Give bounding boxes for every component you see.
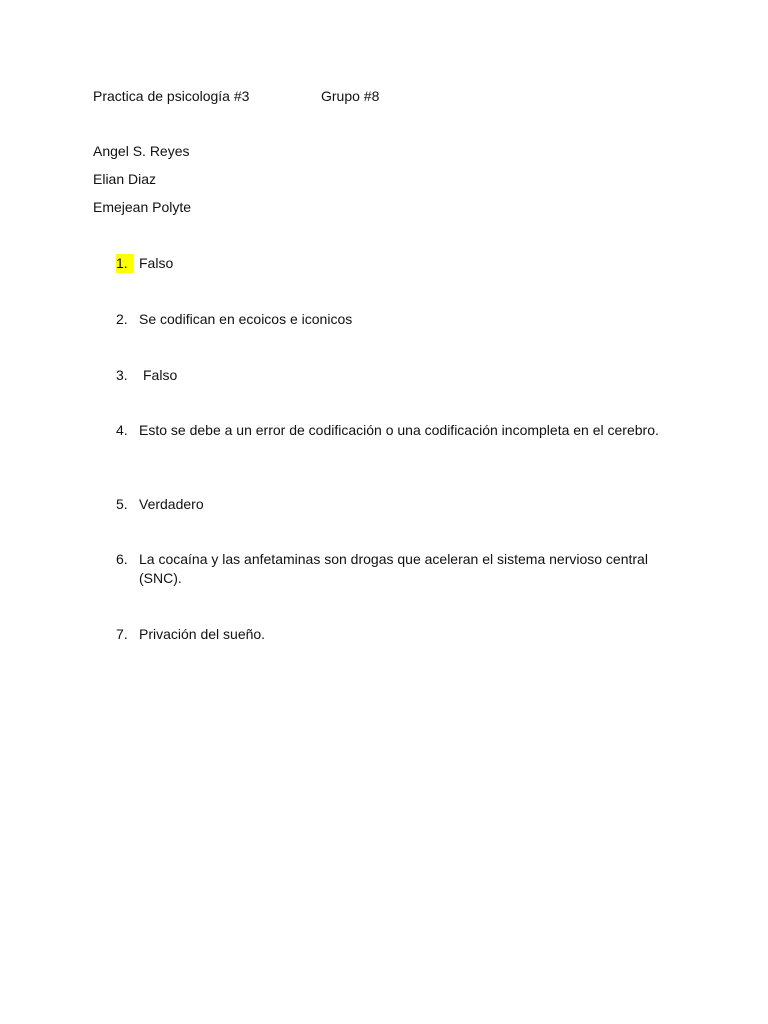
answer-number: 4. [116, 422, 128, 438]
answer-item [116, 366, 676, 385]
answer-number: 1. [116, 254, 134, 273]
answer-text: Privación del sueño. [139, 626, 266, 642]
answer-number: 3. [116, 367, 128, 383]
answer-number: 7. [116, 626, 128, 642]
answer-text: Se codifican en ecoicos e iconicos [139, 311, 353, 327]
answer-number: 2. [116, 311, 128, 327]
answer-item [116, 254, 676, 273]
answer-item [116, 495, 676, 514]
answer-text: Verdadero [139, 496, 204, 512]
group-label: Grupo #8 [321, 88, 380, 104]
answer-number: 6. [116, 551, 128, 567]
author-name: Emejean Polyte [93, 199, 192, 215]
answer-item [116, 625, 676, 644]
answer-text: Esto se debe a un error de codificación o una codificación incompleta en el cerebro. [139, 422, 659, 438]
answer-item [116, 421, 676, 440]
author-name: Angel S. Reyes [93, 143, 190, 159]
answer-number: 5. [116, 496, 128, 512]
answer-text: Falso [143, 367, 178, 383]
document-title: Practica de psicología #3 [93, 88, 250, 104]
answer-item [116, 550, 676, 588]
answer-text: Falso [139, 255, 174, 271]
answer-item [116, 310, 676, 329]
answer-text: La cocaína y las anfetaminas son drogas que aceleran el sistema nervioso central (SNC). [139, 551, 648, 586]
document-header [93, 87, 380, 105]
author-name: Elian Diaz [93, 171, 157, 187]
